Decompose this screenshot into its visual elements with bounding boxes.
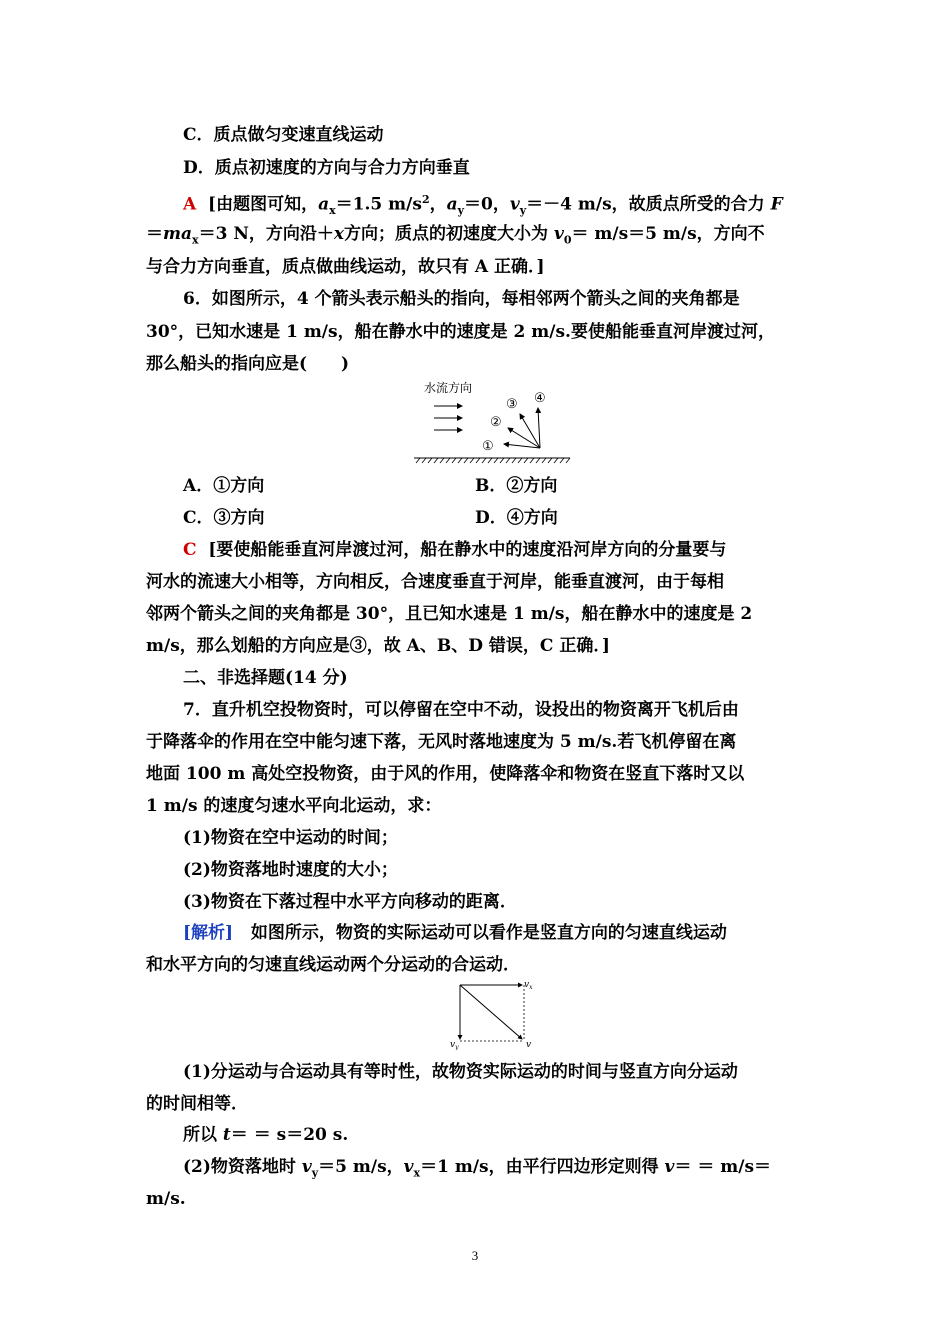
solution-line2: 和水平方向的匀速直线运动两个分运动的合运动． [146, 955, 520, 975]
answer-q6-line3: 邻两个箭头之间的夹角都是 30°，且已知水速是 1 m/s，船在静水中的速度是 2 [146, 604, 753, 624]
option-d-q6: D．④方向 [475, 508, 558, 528]
text: ＝0， [464, 194, 510, 215]
q7-line1: 7．直升机空投物资时，可以停留在空中不动，设投出的物资离开飞机后由 [183, 700, 739, 720]
riverbank-hatch [416, 458, 570, 463]
text: ＝－4 m/s，故质点所受的合力 [526, 194, 765, 215]
option-a-q6: A．①方向 [183, 476, 265, 496]
v-label: v [526, 1040, 532, 1050]
text: 所以 [183, 1125, 217, 1145]
text: F [770, 194, 783, 215]
section-heading: 二、非选择题(14 分) [183, 668, 348, 688]
page-number: 3 [471, 1248, 479, 1263]
solution-p1-line2: 的时间相等． [146, 1094, 248, 1114]
answer-q6-line4: m/s，那么划船的方向应是③，故 A、B、D 错误，C 正确．] [146, 636, 610, 656]
q7-line3: 地面 100 m 高处空投物资，由于风的作用，使降落伞和物资在竖直下落时又以 [146, 764, 745, 784]
solution-p1-line3 [183, 1124, 847, 1146]
text: t [222, 1125, 231, 1145]
text: ＝3 N，方向沿＋ [198, 224, 334, 244]
text: 方向；质点的初速度大小为 [344, 224, 549, 244]
solution-p1-line1: (1)分运动与合运动具有等时性，故物资实际运动的时间与竖直方向分运动 [183, 1062, 738, 1082]
q7-line4: 1 m/s 的速度匀速水平向北运动，求： [146, 796, 442, 816]
figure-label: 水流方向 [424, 381, 473, 395]
text: ＝1 m/s，由平行四边形定则得 [420, 1157, 659, 1177]
text: ＝1.5 m/s [335, 194, 422, 215]
solution-p2-line2: m/s. [146, 1189, 186, 1209]
text: y [311, 1166, 319, 1180]
text: 0 [563, 233, 572, 247]
text: 如图所示，物资的实际运动可以看作是竖直方向的匀速直线运动 [250, 923, 727, 943]
text: ＝5 m/s， [318, 1157, 404, 1177]
text: y [519, 204, 527, 218]
answer-q5-line3: 与合力方向垂直，质点做曲线运动，故只有 A 正确．] [146, 257, 545, 277]
text: 2 [421, 193, 430, 206]
label-2: ② [490, 415, 502, 430]
heading-arrow-3 [520, 414, 540, 448]
text: ＝ [146, 224, 163, 244]
answer-q5-line1 [183, 189, 810, 222]
text: ＝ ＝ m/s＝ [674, 1157, 772, 1177]
option-c-q6: C．③方向 [183, 508, 265, 528]
text: x [413, 1166, 421, 1180]
text: ma [163, 224, 193, 244]
q6-line3: 那么船头的指向应是( ) [146, 354, 350, 374]
text: (2)物资落地时 [183, 1157, 296, 1177]
text: ， [429, 194, 447, 215]
option-c-q5: C．质点做匀变速直线运动 [183, 125, 384, 145]
text: a [446, 194, 458, 215]
vx-label: $v_x$ [524, 980, 533, 991]
text: v [403, 1157, 414, 1177]
q6-line2: 30°，已知水速是 1 m/s，船在静水中的速度是 2 m/s.要使船能垂直河岸渡过河， [146, 322, 775, 342]
option-d-q5: D．质点初速度的方向与合力方向垂直 [183, 158, 470, 178]
answer-q6-line1 [183, 539, 810, 561]
text: [由题图可知， [208, 194, 319, 215]
text: y [457, 204, 465, 218]
label-4: ④ [534, 391, 546, 406]
q7-sub1: (1)物资在空中运动的时间； [183, 828, 398, 848]
text: ＝ ＝ s＝20 s. [230, 1125, 349, 1145]
text: x [192, 233, 199, 247]
text: ＝ m/s＝5 m/s，方向不 [571, 224, 765, 244]
label-3: ③ [506, 397, 518, 412]
boat-direction-figure [410, 378, 575, 468]
solution-p2-line1 [183, 1156, 810, 1184]
q6-line1: 6．如图所示，4 个箭头表示船头的指向，每相邻两个箭头之间的夹角都是 [183, 289, 740, 309]
text: a [318, 194, 330, 215]
answer-q5-line2 [146, 223, 810, 251]
text: x [333, 224, 345, 244]
q7-line2: 于降落伞的作用在空中能匀速下落，无风时落地速度为 5 m/s.若飞机停留在离 [146, 732, 737, 752]
text: v [553, 224, 564, 244]
text: [要使船能垂直河岸渡过河，船在静水中的速度沿河岸方向的分量要与 [208, 540, 727, 560]
answer-letter: C [183, 540, 197, 560]
label-1: ① [482, 439, 494, 454]
text: v [664, 1157, 675, 1177]
heading-arrow-4 [538, 408, 540, 448]
text: x [329, 204, 336, 218]
v-arrow [460, 985, 522, 1039]
answer-q6-line2: 河水的流速大小相等，方向相反，合速度垂直于河岸，能垂直渡河，由于每相 [146, 572, 724, 592]
q7-sub2: (2)物资落地时速度的大小； [183, 860, 398, 880]
text: v [301, 1157, 312, 1177]
solution-tag: [解析] [183, 923, 234, 943]
q7-sub3: (3)物资在下落过程中水平方向移动的距离． [183, 892, 517, 912]
velocity-vector-figure [448, 975, 538, 1050]
answer-letter: A [183, 194, 197, 215]
solution-line1 [183, 922, 810, 944]
option-b-q6: B．②方向 [475, 476, 558, 496]
vy-label: $v_y$ [450, 1040, 459, 1050]
text: v [509, 194, 520, 215]
